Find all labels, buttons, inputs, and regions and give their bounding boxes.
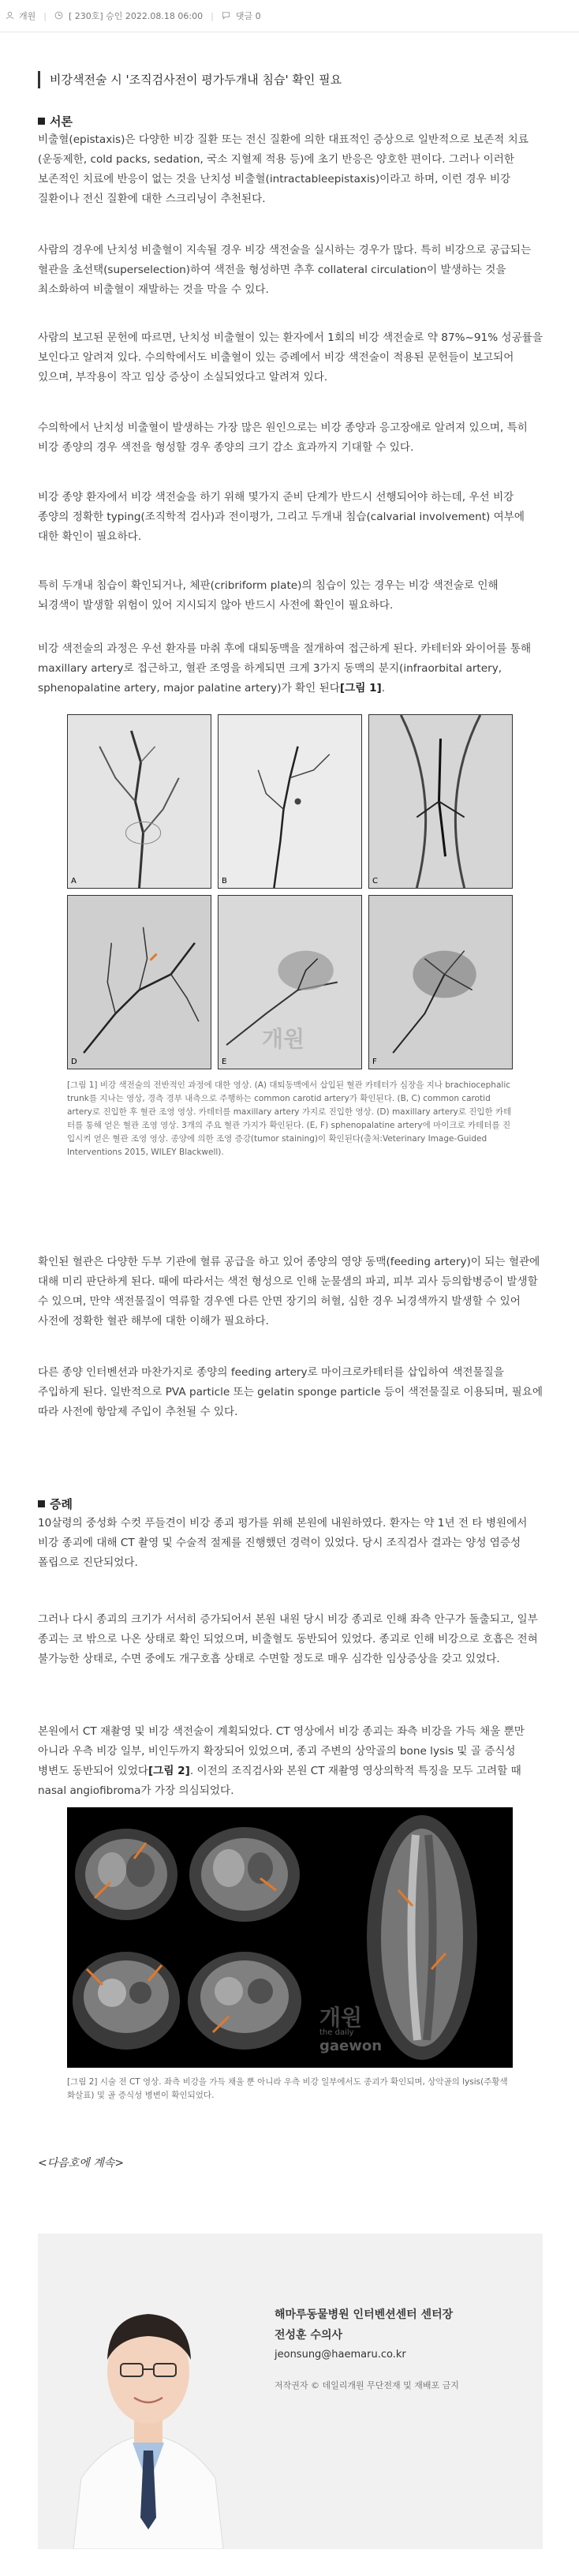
author-photo — [62, 2281, 235, 2549]
figure-2-image — [67, 1807, 513, 2068]
figure-1-panel-d — [67, 895, 211, 1069]
author-name: 전성훈 수의사 — [275, 2329, 343, 2342]
figure-1-panel-c-label: C — [372, 877, 378, 886]
figure-1-panel-a — [67, 714, 211, 889]
square-bullet-icon — [38, 118, 45, 125]
intro-paragraph-5: 비강 종양 환자에서 비강 색전술을 하기 위해 몇가지 준비 단계가 반드시 선행되어야 하는데, 우선 비강 종양의 정확한 typing(조직학적 검사)과 전이평가, 그리고 두개내 침습(calvarial involvement) 여부에 대한 확인이 필요하다. — [38, 491, 525, 543]
intro-paragraph-1: 비출혈(epistaxis)은 다양한 비강 질환 또는 전신 질환에 의한 대표적인 증상으로 일반적으로 보존적 치료(운동제한, cold packs, sedation, 국소 지혈제 적용 등)에 초기 반응은 양호한 편이다. 그러나 이러한 보존적인 치료에 반응이 없는 것을 난치성 비출혈(intractableepistaxis)이라고 하며, 이런 경우 비강 질환이나 전신 질환에 대한 스크리닝이 추천된다. — [38, 133, 529, 205]
case-paragraph-2: 그러나 다시 종괴의 크기가 서서히 증가되어서 본원 내원 당시 비강 종괴로 인해 좌측 안구가 돌출되고, 일부 종괴는 코 밖으로 나온 상태로 확인 되었으며, 비출혈도 동반되어 있었다. 종괴로 인해 비강으로 호흡은 전혀 불가능한 상태로, 수면 중에도 개구호흡 상태로 수면할 정도로 매우 심각한 임상증상을 갖고 있었다. — [38, 1613, 538, 1665]
copyright-notice: 저작권자 © 데일리개원 무단전재 및 재배포 금지 — [275, 2380, 459, 2391]
continued-note: <다음호에 계속> — [38, 2157, 125, 2170]
author-title: 해마루동물병원 인터벤션센터 센터장 — [275, 2308, 454, 2321]
meta-author[interactable]: 개원 — [19, 11, 36, 21]
figure-2-brand: gaewon — [319, 2038, 383, 2054]
figure-2-brand-small: the daily — [319, 2028, 354, 2037]
intro-paragraph-4: 수의학에서 난치성 비출혈이 발생하는 가장 많은 원인으로는 비강 종양과 응고장애로 알려져 있으며, 특히 비강 종양의 경우 색전을 형성할 경우 종양의 크기 감소 효과까지 기대할 수 있다. — [38, 421, 528, 454]
intro-paragraph-2: 사람의 경우에 난치성 비출혈이 지속될 경우 비강 색전술을 실시하는 경우가 많다. 특히 비강으로 공급되는 혈관을 초선택(superselection)하여 색전을 형성하면 추후 collateral circulation이 발생하는 것을 최소화하여 비출혈이 재발하는 것을 막을 수 있다. — [38, 244, 532, 296]
section-title-intro-text: 서론 — [50, 114, 73, 129]
figure-2-reference: [그림 2] — [148, 1765, 190, 1777]
clock-icon — [54, 11, 64, 21]
figure-1-panel-e-label: E — [222, 1058, 227, 1066]
square-bullet-icon — [38, 1500, 45, 1507]
author-email-link[interactable]: jeonsung@haemaru.co.kr — [275, 2349, 406, 2361]
mid-paragraph-1: 확인된 혈관은 다양한 두부 기관에 혈류 공급을 하고 있어 종양의 영양 동맥(feeding artery)이 되는 혈관에 대해 미리 판단하게 된다. 때에 따라서는 색전 형성으로 인해 눈물샘의 파괴, 피부 괴사 등의합병증이 발생할 수 있으며, 만약 색전물질이 역류할 경우엔 다른 안면 장기의 허혈, 심한 경우 뇌경색까지 발생할 수 있어 사전에 정확한 혈관 해부에 대한 이해가 필요하다. — [38, 1256, 540, 1327]
author-box — [38, 2233, 543, 2549]
figure-2-caption: [그림 2] 시술 전 CT 영상. 좌측 비강을 가득 채울 뿐 아니라 우측 비강 일부에서도 종괴가 확인되며, 상악골의 lysis(주황색 화살표) 및 골 증식성 병변이 확인되었다. — [67, 2077, 508, 2100]
case-paragraph-3: 본원에서 CT 재촬영 및 비강 색전술이 계획되었다. CT 영상에서 비강 종괴는 좌측 비강을 가득 채울 뿐만 아니라 우측 비강 일부, 비인두까지 확장되어 있었으며, 종괴 주변의 상악골의 bone lysis 및 골 증식성 병변도 동반되어 있었다[그림 2]. 이전의 조직검사와 본원 CT 재촬영 영상의학적 특징을 모두 고려할 때 nasal angiofibroma가 가장 의심되었다. — [38, 1725, 525, 1797]
section-title-case — [38, 1496, 73, 1512]
figure-1-panel-f — [368, 895, 513, 1069]
figure-1-watermark: 개원 — [262, 1026, 305, 1052]
figure-2 — [67, 1807, 513, 2107]
figure-1-panel-d-label: D — [71, 1058, 77, 1066]
figure-2-watermark: 개원 — [319, 2005, 363, 2031]
figure-1-panel-f-label: F — [372, 1058, 377, 1066]
mid-paragraph-2: 다른 종양 인터벤션과 마찬가지로 종양의 feeding artery로 마이크로카테터를 삽입하여 색전물질을 주입하게 된다. 일반적으로 PVA particle 또는 gelatin sponge particle 등이 색전물질로 이용되며, 필요에 따라 사전에 항암제 주입이 추천될 수 있다. — [38, 1366, 543, 1418]
intro-paragraph-6: 특히 두개내 침습이 확인되거나, 체판(cribriform plate)의 침습이 있는 경우는 비강 색전술로 인해 뇌경색이 발생할 위험이 있어 지시되지 않아 반드시 사전에 확인이 필요하다. — [38, 579, 499, 612]
figure-1-panel-b — [218, 714, 362, 889]
section-title-case-text: 증례 — [50, 1497, 73, 1511]
user-icon — [5, 11, 14, 21]
figure-1-reference: [그림 1] — [339, 682, 382, 695]
figure-1-panel-b-label: B — [222, 877, 227, 886]
intro-paragraph-3: 사람의 보고된 문헌에 따르면, 난치성 비출혈이 있는 환자에서 1회의 비강 색전술로 약 87%~91% 성공률을 보인다고 알려져 있다. 수의학에서도 비출혈이 있는 증례에서 비강 색전술이 적용된 문헌들이 보고되어 있으며, 부작용이 작고 임상 증상이 소실되었다고 알려져 있다. — [38, 331, 543, 384]
section-title-intro — [38, 113, 73, 129]
case-paragraph-1: 10살령의 중성화 수컷 푸들견이 비강 종괴 평가를 위해 본원에 내원하였다. 환자는 약 1년 전 타 병원에서 비강 종괴에 대해 CT 촬영 및 수술적 절제를 진행했던 경력이 있었다. 당시 조직검사 결과는 양성 염증성 폴립으로 진단되었다. — [38, 1517, 528, 1569]
intro-paragraph-7: 비강 색전술의 과정은 우선 환자를 마취 후에 대퇴동맥을 절개하여 접근하게 된다. 카테터와 와이어를 통해 maxillary artery로 접근하고, 혈관 조영을 하게되면 크게 3가지 동맥의 분지(infraorbital artery, sphenopalatine artery, major palatine artery)가 확인 된다[그림 1]. — [38, 642, 532, 695]
figure-1-caption: [그림 1] 비강 색전술의 전반적인 과정에 대한 영상. (A) 대퇴동맥에서 삽입된 혈관 카테터가 심장을 지나 brachiocephalic trunk를 지나는 영상, 경측 경부 내측으로 주행하는 common carotid artery가 확인된다. (B, C) common carotid artery로 진입한 후 혈관 조영 영상. 카테터를 maxillary artery 가지로 진입한 영상. (D) maxillary artery로 진입한 카테터를 통해 얻은 혈관 조영 영상. 3개의 주요 혈관 가지가 확인된다. (E, F) sphenopalatine artery에 마이크로 카테터를 진입시켜 얻은 혈관 조영 영상. 종양에 의한 조영 증강(tumor staining)이 확인된다(출처:Veterinary Image-Guided Interventions 2015, WILEY Blackwell). — [67, 1080, 512, 1157]
figure-1-panel-a-label: A — [71, 877, 77, 886]
figure-1 — [67, 714, 513, 1156]
meta-comments[interactable]: 댓글 0 — [235, 11, 261, 21]
figure-1-panel-c — [368, 714, 513, 889]
comment-icon — [222, 11, 231, 21]
article-meta: 개원 | [ 230호] 승인 2022.08.18 06:00 | 댓글 0 — [5, 8, 261, 24]
figure-1-panel-e — [218, 895, 362, 1069]
meta-issue-date: [ 230호] 승인 2022.08.18 06:00 — [68, 11, 204, 21]
article-headline: 비강색전술 시 '조직검사전이 평가두개내 침습' 확인 필요 — [38, 71, 342, 88]
